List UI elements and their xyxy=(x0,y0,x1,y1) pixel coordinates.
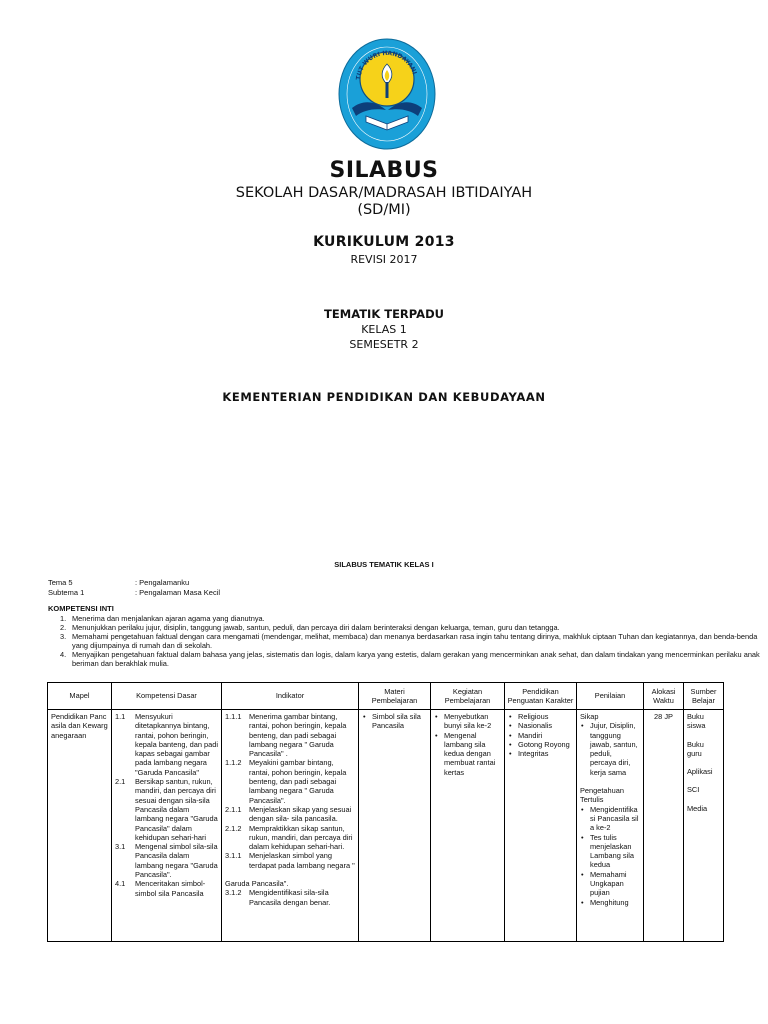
subtema-label: Subtema 1 xyxy=(48,588,85,597)
ppk-item: • Religious xyxy=(508,712,573,721)
tema-value: : Pengalamanku xyxy=(135,578,190,587)
cell-sumber xyxy=(684,710,724,942)
indikator-item xyxy=(225,888,355,907)
spacer xyxy=(687,776,720,785)
spacer xyxy=(580,777,640,786)
penilaian-sikap-label: Sikap xyxy=(580,712,599,721)
kd-number: 2.1 xyxy=(115,777,126,787)
ki-number: 3. xyxy=(60,632,67,641)
kd-text: Menceritakan simbol-simbol sila Pancasila xyxy=(135,879,206,898)
kd-number: 4.1 xyxy=(115,879,126,889)
penilaian-pengetahuan-item: • Mengidentifikasi Pancasila sila ke-2 xyxy=(580,805,640,833)
indikator-text: Meyakini gambar bintang, rantai, pohon beringin, kepala benteng, dan padi sebagai lambang negara " Garuda Pancasila". xyxy=(249,758,347,805)
indikator-number: 3.1.2 xyxy=(225,888,242,898)
indikator-text: Menjelaskan sikap yang sesuai dengan sila- sila pancasila. xyxy=(249,804,352,824)
table-header-row xyxy=(48,683,724,710)
ppk-item: • Nasionalis xyxy=(508,721,573,730)
header-kompetensi-dasar: Kompetensi Dasar xyxy=(112,683,222,710)
kd-item xyxy=(115,777,218,842)
header-penilaian: Penilaian xyxy=(577,683,644,710)
penilaian-pengetahuan-item: • Menghitung xyxy=(580,898,640,907)
kd-item xyxy=(115,842,218,879)
materi-item: • Simbol sila sila Pancasila xyxy=(362,712,427,731)
kd-number: 3.1 xyxy=(115,842,126,852)
cover-theme: TEMATIK TERPADU xyxy=(324,307,444,321)
cell-kegiatan xyxy=(431,710,505,942)
cell-mapel: Pendidikan Pancasila dan Kewarganegaraan xyxy=(48,710,112,942)
header-kegiatan: Kegiatan Pembelajaran xyxy=(431,683,505,710)
spacer xyxy=(225,870,355,879)
cover-revision: REVISI 2017 xyxy=(350,253,418,266)
header-alokasi: Alokasi Waktu xyxy=(644,683,684,710)
ki-number: 2. xyxy=(60,623,67,632)
cell-alokasi: 28 JP xyxy=(644,710,684,942)
ki-item xyxy=(60,614,762,623)
tema-row xyxy=(48,578,189,587)
ppk-item: • Gotong Royong xyxy=(508,740,573,749)
cover-ministry: KEMENTERIAN PENDIDIKAN DAN KEBUDAYAAN xyxy=(222,390,546,404)
ki-text: Menunjukkan perilaku jujur, disiplin, tanggung jawab, santun, peduli, dan percaya diri dalam berinteraksi dengan keluarga, teman, guru dan tetangga. xyxy=(72,623,560,632)
indikator-item xyxy=(225,824,355,852)
penilaian-pengetahuan-item: • Tes tulis menjelaskan Lambang sila kedua xyxy=(580,833,640,870)
kd-text: Mengenal simbol sila-sila Pancasila dalam lambang negara "Garuda Pancasila". xyxy=(135,842,218,880)
spacer xyxy=(687,795,720,804)
spacer xyxy=(687,758,720,767)
cell-penilaian xyxy=(577,710,644,942)
cover-school-type: SEKOLAH DASAR/MADRASAH IBTIDAIYAH xyxy=(235,185,533,201)
kompetensi-inti-list xyxy=(60,614,762,668)
ki-text: Memahami pengetahuan faktual dengan cara mengamati (mendengar, melihat, membaca) dan menanya berdasarkan rasa ingin tahu tentang dirinya, makhluk ciptaan Tuhan dan kegiatannya, dan benda-benda yang dijumpainya di rumah dan di sekolah. xyxy=(72,632,758,650)
indikator-number: 3.1.1 xyxy=(225,851,242,861)
sumber-item: Buku siswa xyxy=(687,712,706,731)
penilaian-pengetahuan-item: • Memahami Ungkapan pujian xyxy=(580,870,640,898)
cover-grade: KELAS 1 xyxy=(361,323,407,336)
spacer xyxy=(687,731,720,740)
ki-text: Menyajikan pengetahuan faktual dalam bahasa yang jelas, sistematis dan logis, dalam karya yang estetis, dalam gerakan yang mencerminkan anak sehat, dan dalam tindakan yang mencerminkan perilaku anak beriman dan berakhlak mulia. xyxy=(72,650,760,668)
sumber-item: Aplikasi xyxy=(687,767,713,777)
header-ppk: Pendidikan Penguatan Karakter xyxy=(505,683,577,710)
cover-title: SILABUS xyxy=(329,158,439,183)
penilaian-sikap-item: • Jujur, Disiplin, tanggung jawab, santun, peduli, percaya diri, kerja sama xyxy=(580,721,640,777)
header-sumber: Sumber Belajar xyxy=(684,683,724,710)
ppk-item: • Mandiri xyxy=(508,731,573,740)
kegiatan-item: • Menyebutkan bunyi sila ke-2 xyxy=(434,712,501,731)
kd-item xyxy=(115,712,218,777)
indikator-text: Mempraktikkan sikap santun, rukun, mandiri, dan percaya diri dalam kehidupan sehari-hari. xyxy=(249,823,353,852)
tema-label: Tema 5 xyxy=(48,578,73,587)
indikator-number: 2.1.1 xyxy=(225,804,242,814)
indikator-number: 1.1.1 xyxy=(225,712,242,721)
indikator-continuation: Garuda Pancasila". xyxy=(225,879,289,889)
logo-motto-text: TUT WURI HANDAYANI xyxy=(355,49,418,81)
table-row xyxy=(48,710,724,942)
ki-item xyxy=(60,632,762,650)
cover-curriculum: KURIKULUM 2013 xyxy=(313,234,455,250)
subtema-value: : Pengalaman Masa Kecil xyxy=(135,588,221,597)
cell-kompetensi-dasar xyxy=(112,710,222,942)
ki-number: 4. xyxy=(60,650,67,659)
ki-item xyxy=(60,623,762,632)
cover-semester: SEMESETR 2 xyxy=(349,338,419,351)
ki-text: Menerima dan menjalankan ajaran agama yang dianutnya. xyxy=(72,614,265,623)
kd-item xyxy=(115,879,218,898)
ki-item xyxy=(60,650,762,668)
indikator-number: 1.1.2 xyxy=(225,758,242,768)
subtema-row xyxy=(48,588,220,597)
ppk-item: • Integritas xyxy=(508,749,573,758)
sumber-item: Buku guru xyxy=(687,739,704,758)
ki-number: 1. xyxy=(60,614,67,623)
tut-wuri-handayani-logo xyxy=(338,38,436,150)
cell-indikator xyxy=(222,710,359,942)
kd-number: 1.1 xyxy=(115,712,126,721)
kegiatan-item: • Mengenal lambang sila kedua dengan membuat rantai kertas xyxy=(434,731,501,777)
cell-ppk xyxy=(505,710,577,942)
kompetensi-inti-heading: KOMPETENSI INTI xyxy=(48,604,114,613)
indikator-item xyxy=(225,851,355,870)
syllabus-table xyxy=(47,682,724,942)
kd-text: Bersikap santun, rukun, mandiri, dan percaya diri sesuai dengan sila-sila Pancasila dalam lambang negara "Garuda Pancasila" dalam kehidupan sehari-hari xyxy=(135,777,218,842)
indikator-item xyxy=(225,758,355,804)
header-mapel: Mapel xyxy=(48,683,112,710)
header-indikator: Indikator xyxy=(222,683,359,710)
indikator-text: Mengidentifikasi sila-sila Pancasila dengan benar. xyxy=(249,888,331,907)
header-materi: Materi Pembelajaran xyxy=(359,683,431,710)
cell-materi xyxy=(359,710,431,942)
kd-text: Mensyukuri ditetapkannya bintang, rantai, pohon beringin, kepala banteng, dan padi kapas sebagai gambar pada lambang negara "Garuda Pancasila" xyxy=(135,712,219,777)
cover-school-abbr: (SD/MI) xyxy=(357,202,411,218)
indikator-number: 2.1.2 xyxy=(225,823,242,833)
indikator-item xyxy=(225,805,355,824)
sumber-item: Media xyxy=(687,803,708,813)
indikator-text: Menerima gambar bintang, rantai, pohon beringin, kepala benteng, dan padi sebagai lambang negara " Garuda Pancasila" . xyxy=(249,712,347,759)
syllabus-title: SILABUS TEMATIK KELAS I xyxy=(334,560,434,569)
indikator-text: Menjelaskan simbol yang terdapat pada lambang negara " xyxy=(249,851,355,870)
indikator-item xyxy=(225,712,355,758)
sumber-item: SCI xyxy=(687,785,700,795)
penilaian-pengetahuan-label: Pengetahuan Tertulis xyxy=(580,786,624,805)
